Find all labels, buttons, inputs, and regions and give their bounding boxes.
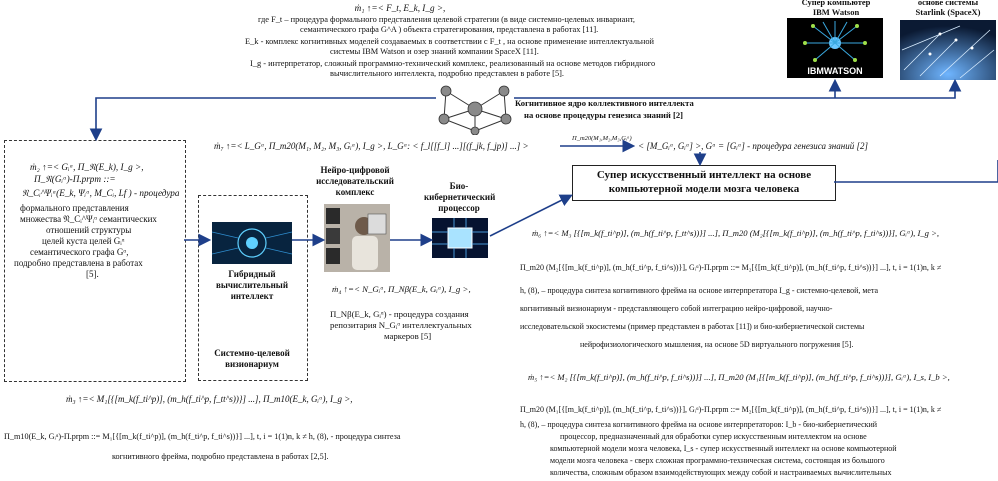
- vision-title-2: визионариум: [225, 359, 279, 369]
- m5-line-6: модели мозга человека - сверх сложная программно-техническая система, состоящая из большого: [550, 456, 885, 465]
- m6-line-2: Π_m20 (M₂[{[m_k(f_ti^p)], (m_h(f_ti^p, f_ti^s))}], Gᵢᵅ)-П.prpm ::= M₂[{[m_k(f_ti^p)], (m_h(f_ti^p, f_ti^s))}] ...], t, i = 1(1)n, k ≠: [520, 263, 942, 272]
- m5-line-4: процессор, предназначенный для обработки супер искусственным интеллектом на основе: [560, 432, 867, 441]
- arrow-bio-to-super: [490, 196, 570, 236]
- m4-line-2: репозитария N_Gᵢᵅ интеллектуальных: [330, 320, 472, 330]
- m6-line-4: когнитивный визионариум - представляющего собой интеграцию нейро-цифровой, научно-: [520, 304, 833, 313]
- m4-line-1: Π_Nβ(E_k, Gᵢᵅ) - процедура создания: [330, 309, 469, 319]
- m3-line-2: Π_m10(E_k, Gᵢᵅ)-П.prpm ::= M₁[{[m_k(f_ti^p)], (m_h(f_ti^p, f_ti^s))}] ...], t, i = 1(1)n, k ≠ h, (8), - процедура синтеза: [4, 432, 401, 441]
- m2-formula-2: Π_𝔑(Gᵢᵅ)-П.prpm ::=: [34, 174, 116, 184]
- top-line-6: вычислительного интеллекта, подробно представлен в работе [5].: [330, 69, 565, 78]
- m5-line-2: Π_m20 (M₁[{[m_k(f_ti^p)], (m_h(f_ti^p, f_ti^s))}], Gᵢᵅ)-П.prpm ::= M₂[{[m_k(f_ti^p)], (m_h(f_ti^p, f_ti^s))}] ...], t, i = 1(1)n, k ≠: [520, 405, 942, 414]
- m2-line-2: множества 𝔑_Cᵢ^Ψᵢᵅ семантических: [20, 214, 157, 224]
- m2-line-4: целей куста целей Gᵢᵅ: [42, 236, 125, 246]
- m7-rest: < [M_Gᵢᵅ, Gᵢᵅ] >, Gᵅ = [Gᵢᵅ] - процедура генезиса знаний [2]: [638, 141, 868, 151]
- m5-formula: ṁ₅ ↑=< M₂ [{[m_k(f_ti^p)], (m_h(f_ti^p, f_ti^s))}] ...], Π_m20 (M₁[{[m_k(f_ti^p)], (m_h(f_ti^p, f_ti^s))}], Gᵢᵅ), I_s, I_b >,: [528, 372, 950, 382]
- m6-line-3: h, (8), – процедура синтеза когнитивного фрейма на основе интерпретатора I_g - системно-целевой, мета: [520, 286, 879, 295]
- top-line-5: I_g - интерпретатор, сложный программно-технический комплекс, реализованный на основе методов гибридного: [250, 59, 656, 68]
- core-label-2: на основе процедуры генезиса знаний [2]: [524, 110, 683, 120]
- m6-formula: ṁ₆ ↑=< M₃ [{[m_k(f_ti^p)], (m_h(f_ti^p, f_tt^s))}] ...], Π_m20 (M₂[{[m_k(f_ti^p)], (m_h(f_ti^p, f_ti^s))}], Gᵢᵅ), I_g >,: [532, 228, 940, 238]
- m7-arrow-label: Π_m20(M₁,M₂,M₃,Gᵢᵅ): [572, 135, 632, 142]
- core-label-1: Когнитивное ядро коллективного интеллекта: [515, 98, 694, 108]
- bio-title-1: Био-: [449, 181, 469, 191]
- m2-line-5: семантического графа Gᵅ,: [30, 247, 129, 257]
- super-ai-title-2: компьютерной модели мозга человека: [608, 183, 800, 195]
- hybrid-title-2: вычислительный: [216, 280, 288, 290]
- m5-line-7: количества, сложным образом взаимодействующих между собой и настраиваемых вычислительных: [550, 468, 892, 477]
- bio-title-3: процессор: [438, 203, 480, 213]
- m2-formula-1: ṁ₂ ↑=< Gᵢᵅ, Π_𝔑(E_k), I_g >,: [30, 162, 144, 172]
- starlink-title-2: Starlink (SpaceX): [915, 7, 981, 17]
- ibm-watson-logo: IBMWATSON: [807, 66, 863, 76]
- m2-line-6: подробно представлена в работах: [14, 258, 143, 268]
- top-line-1: где F_t – процедура формального представления целевой стратегии (в виде системно-целевых инвариант,: [258, 15, 635, 24]
- m2-line-7: [5].: [86, 269, 99, 279]
- m1-formula: ṁ₁ ↑=< F_t, E_k, I_g >,: [354, 3, 446, 13]
- m5-line-5: компьютерной модели мозга человека, I_s - супер искусственный интеллект на основе компьютерной: [550, 444, 897, 453]
- m3-line-3: когнитивного фрейма, подробно представлена в работах [2,5].: [112, 452, 329, 461]
- m5-line-3: h, (8), – процедура синтеза когнитивного фрейма на основе интерпретаторов: I_b - био-кибернетический: [520, 420, 878, 429]
- starlink-title-1: основе системы: [917, 0, 979, 7]
- top-line-2: семантического графа G^A ) объекта стратегирования, представлена в работах [11].: [300, 25, 599, 34]
- bio-title-2: кибернетический: [424, 192, 496, 202]
- m4-formula: ṁ₄ ↑=< N_Gᵢᵅ, Π_Nβ(E_k, Gᵢᵅ), I_g >,: [332, 284, 471, 294]
- neuro-title-2: исследовательский: [316, 176, 394, 186]
- m2-formula-3: 𝔑_Cᵢ^Ψᵢᵅ(E_k, Ψᵢᵅ, M_Cᵢ, Lf ) - процедура: [22, 188, 180, 198]
- top-line-4: системы IBM Watson и озер знаний компании SpaceX [11].: [330, 47, 539, 56]
- top-line-3: E_k - комплекс когнитивных моделей создаваемых в соответствии с F_t , на основе применение интеллектуальной: [245, 37, 655, 46]
- m4-line-3: маркеров [5]: [384, 331, 432, 341]
- vision-title-1: Системно-целевой: [214, 348, 290, 358]
- arrow-core-to-m2: [96, 98, 436, 138]
- m2-line-3: отношений структуры: [46, 225, 132, 235]
- watson-title-1: Супер компьютер: [801, 0, 871, 7]
- m2-line-1: формального представления: [20, 203, 129, 213]
- m6-line-5: исследовательской экосистемы (пример представлен в работах [11]) и био-кибернетической системы: [520, 322, 865, 331]
- arrow-core-to-starlink: [514, 82, 955, 98]
- neuro-title-3: комплекс: [335, 187, 375, 197]
- m6-line-6: нейрофизиологического мышления, на основе 5D виртуального погружения [5].: [580, 340, 854, 349]
- super-ai-title-1: Супер искусственный интеллект на основе: [596, 169, 812, 181]
- neuro-title-1: Нейро-цифровой: [320, 165, 390, 175]
- m7-formula: ṁ₇ ↑=< L_Gᵅ, Π_m20(M₁, M₂, M₃, Gᵢᵅ), I_g >, L_Gᵅ: < f_l[[f_l] ...][(f_jk, f_jp)] ...] >: [214, 141, 529, 151]
- m3-formula: ṁ₃ ↑=< M₁[{[m_k(f_ti^p)], (m_h(f_ti^p, f_tt^s))}] ...], Π_m10(E_k, Gᵢᵅ), I_g >,: [66, 394, 353, 404]
- hybrid-title-3: интеллект: [230, 291, 274, 301]
- watson-title-2: IBM Watson: [812, 7, 860, 17]
- hybrid-title-1: Гибридный: [228, 269, 276, 279]
